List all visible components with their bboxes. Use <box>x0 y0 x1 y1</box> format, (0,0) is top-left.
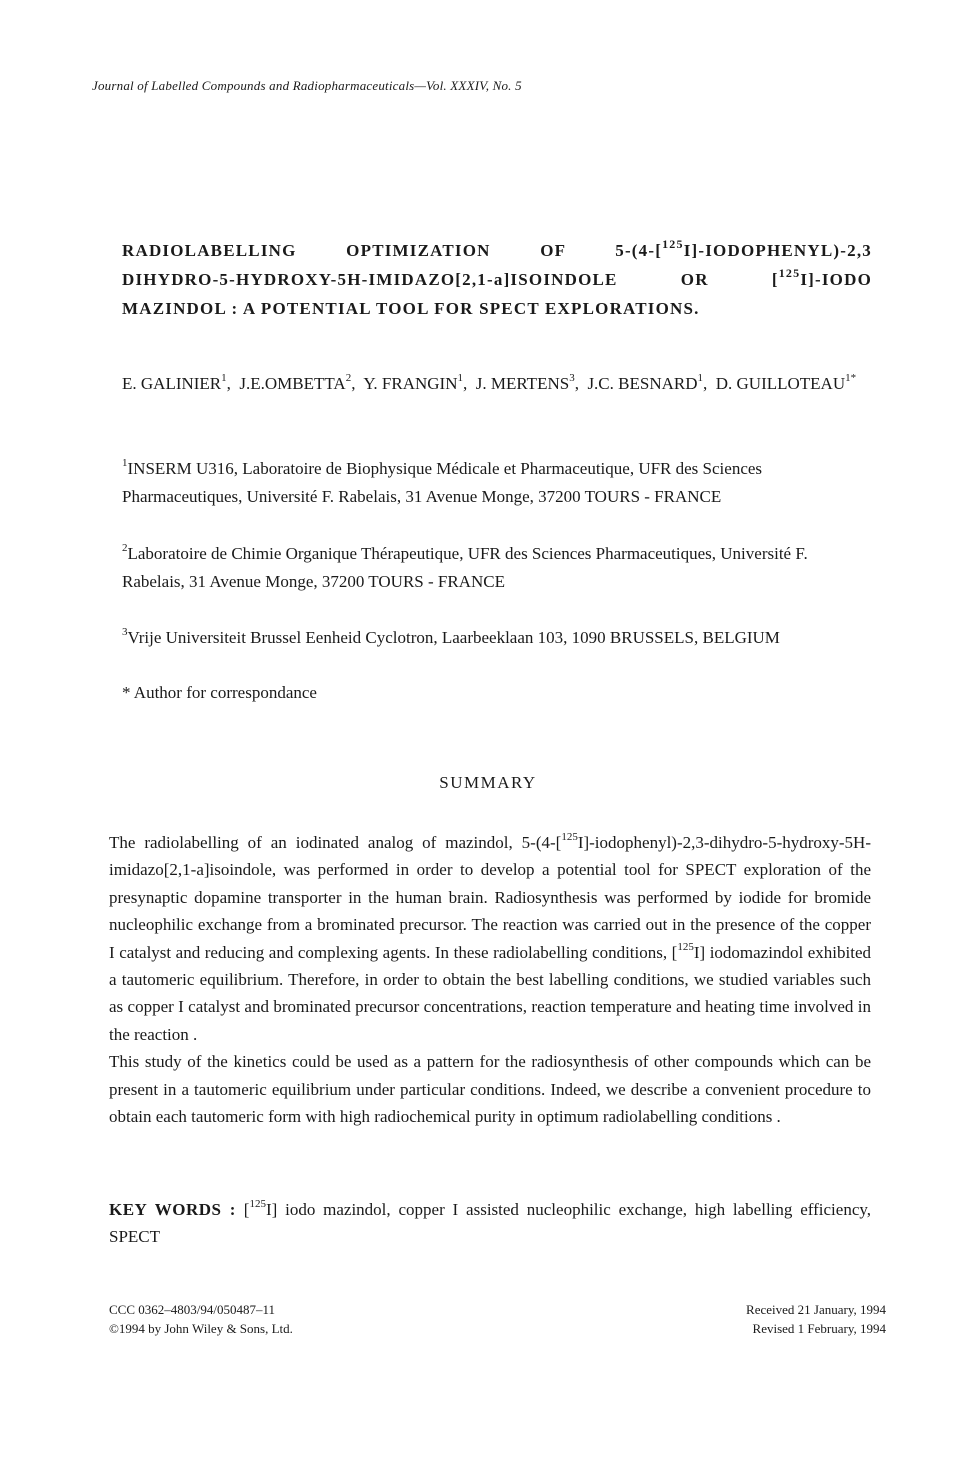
received-date: Received 21 January, 1994 <box>746 1302 886 1317</box>
revised-date: Revised 1 February, 1994 <box>752 1321 886 1336</box>
journal-header: Journal of Labelled Compounds and Radiopharmaceuticals—Vol. XXXIV, No. 5 <box>92 78 522 93</box>
author-name: E. GALINIER <box>122 374 222 393</box>
summary-body <box>109 829 871 1130</box>
author <box>716 374 856 393</box>
affiliation-marker: 1 <box>221 372 227 385</box>
affiliation-marker: 3 <box>569 372 575 385</box>
summary-text: I]-iodophenyl)-2,3-dihydro-5-hydroxy-5H-imidazo[2,1-a]isoindole, was performed in order to develop a potential tool for SPECT exploration of the presynaptic dopamine transporter in the human brain. Radiosynthesis was performed by iodide for bromide nucleophilic exchange from a brominated precursor. The reaction was carried out in the presence of the copper I catalyst and reducing and complexing agents. In these radiolabelling conditions, [ <box>109 833 871 962</box>
author <box>239 374 351 393</box>
affiliation-3 <box>122 624 872 652</box>
footer-left <box>109 1300 293 1338</box>
author-name: J. MERTENS <box>475 374 570 393</box>
summary-text: I] iodomazindol exhibited a tautomeric equilibrium. Therefore, in order to obtain the best labelling conditions, we studied variables such as copper I catalyst and brominated precursor concentrations, reaction temperature and heating time involved in the reaction . <box>109 942 871 1044</box>
title-line-3: MAZINDOL : A POTENTIAL TOOL FOR SPECT EXPLORATIONS. <box>122 299 700 318</box>
keywords <box>109 1196 871 1250</box>
footer-right <box>746 1300 886 1338</box>
affiliation-marker: 2 <box>345 372 352 385</box>
affiliation-marker: 1 <box>457 372 463 385</box>
author <box>363 374 463 393</box>
author <box>587 374 703 393</box>
title-text: I]-IODO <box>800 270 872 289</box>
title-superscript: 125 <box>662 237 684 252</box>
affiliation-number: 1 <box>122 457 128 470</box>
title-line-2 <box>122 265 872 294</box>
ccc-code: CCC 0362–4803/94/050487–11 <box>109 1302 276 1317</box>
affiliation-text: Laboratoire de Chimie Organique Thérapeutique, UFR des Sciences Pharmaceutiques, Université F. Rabelais, 31 Avenue Monge, 37200 TOURS - FRANCE <box>122 544 808 591</box>
title-line-1 <box>122 236 872 265</box>
correspondence-note: * Author for correspondance <box>122 683 317 702</box>
affiliation-marker: 1* <box>845 372 857 385</box>
summary-paragraph-2: This study of the kinetics could be used as a pattern for the radiosynthesis of other compounds which can be present in a tautomeric equilibrium under particular conditions. Indeed, we describe a convenient procedure to obtain each tautomeric form with high radiochemical purity in optimum radiolabelling conditions . <box>109 1052 871 1127</box>
article-title <box>122 236 872 323</box>
author-name: J.E.OMBETTA <box>239 374 346 393</box>
isotope-superscript: 125 <box>249 1198 266 1211</box>
author-list: E. GALINIER$^1$, J.E.OMBETTA$^2$, Y. FRANGIN$^1$, J. MERTENS$^3$, J.C. BESNARD$^1$, D. $GUILLOTEAU^{1*}$ <box>122 372 857 393</box>
summary-text: The radiolabelling of an iodinated analog of mazindol, 5-(4-[ <box>109 833 562 852</box>
author-name: J.C. BESNARD <box>587 374 698 393</box>
author <box>476 374 575 393</box>
title-text: RADIOLABELLING OPTIMIZATION OF 5-(4-[ <box>122 241 663 260</box>
affiliation-number: 3 <box>122 626 128 639</box>
author <box>122 374 227 393</box>
isotope-superscript: 125 <box>561 831 578 844</box>
affiliation-marker: 1 <box>697 372 703 385</box>
isotope-superscript: 125 <box>677 940 694 953</box>
keywords-text: [ <box>243 1200 250 1219</box>
keywords-text: I] iodo mazindol, copper I assisted nucleophilic exchange, high labelling efficiency, SPECT <box>109 1200 872 1246</box>
title-text: DIHYDRO-5-HYDROXY-5H-IMIDAZO[2,1-a]ISOINDOLE OR [ <box>122 270 779 289</box>
author-name: D. GUILLOTEAU <box>715 374 846 393</box>
affiliation-2 <box>122 540 872 596</box>
copyright: ©1994 by John Wiley & Sons, Ltd. <box>109 1321 293 1336</box>
author-name: Y. FRANGIN <box>363 374 458 393</box>
summary-heading: SUMMARY <box>439 773 537 792</box>
keywords-label: KEY WORDS : <box>109 1200 236 1219</box>
summary-paragraph-1 <box>109 829 871 1048</box>
affiliation-number: 2 <box>122 542 128 555</box>
affiliation-text: INSERM U316, Laboratoire de Biophysique Médicale et Pharmaceutique, UFR des Sciences Pharmaceutiques, Université F. Rabelais, 31 Avenue Monge, 37200 TOURS - FRANCE <box>122 459 763 506</box>
affiliation-text: Vrije Universiteit Brussel Eenheid Cyclotron, Laarbeeklaan 103, 1090 BRUSSELS, BELGIUM <box>127 628 780 647</box>
title-superscript: 125 <box>778 266 801 281</box>
affiliation-1 <box>122 455 872 511</box>
title-text: I]-IODOPHENYL)-2,3 <box>683 241 872 260</box>
